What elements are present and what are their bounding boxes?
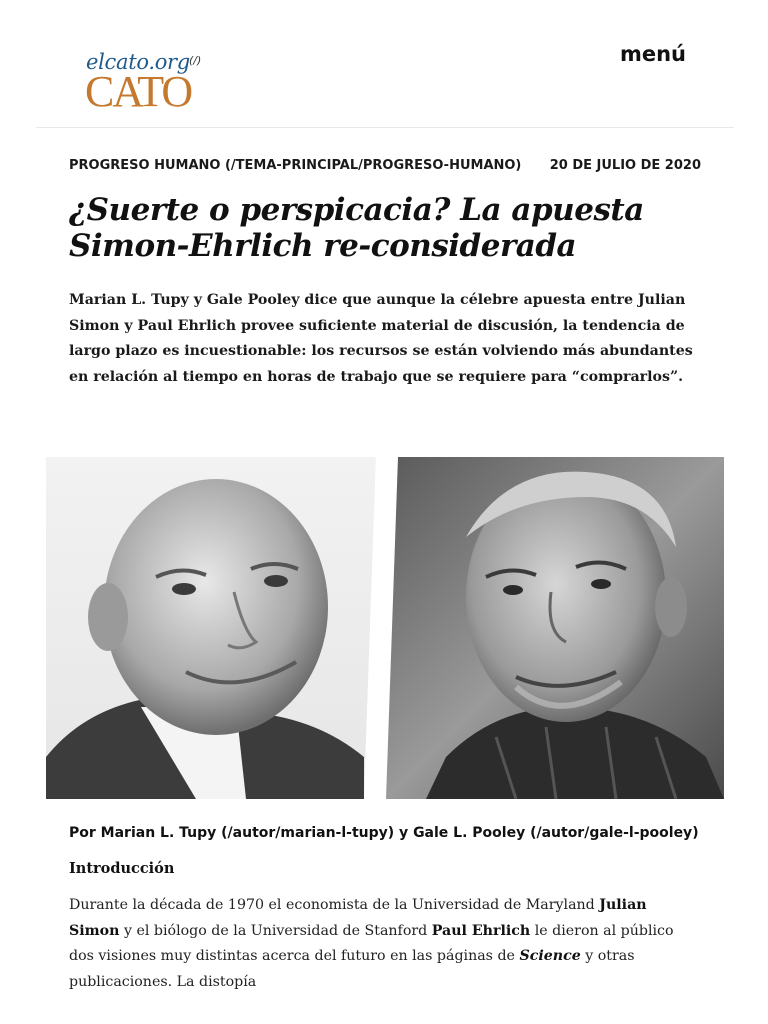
- site-logo-link[interactable]: [85, 50, 216, 116]
- body-strong-ehrlich: Paul Ehrlich: [431, 922, 531, 939]
- menu-button[interactable]: menú: [619, 42, 686, 66]
- logo-wordmark: CATO: [85, 67, 192, 116]
- article-lead: Marian L. Tupy y Gale Pooley dice que aunque la célebre apuesta entre Julian Simon y Paul Ehrlich provee suficiente material de discusión, la tendencia de largo plazo es incuestionable: los recursos se están volviendo más abundantes en relación al tiempo en horas de trabajo que se requiere para “comprarlos”.: [69, 292, 693, 385]
- author-link-tupy[interactable]: Marian L. Tupy (/autor/marian-l-tupy): [100, 825, 395, 841]
- article-meta: [69, 158, 701, 178]
- body-text-g: y otras publicaciones. La distopía: [69, 948, 635, 990]
- body-strong-simon: Julian Simon: [69, 897, 647, 939]
- article-body-paragraph: [69, 893, 701, 995]
- byline-prefix: Por: [69, 825, 101, 841]
- body-text-c: y el biólogo de la Universidad de Stanford: [119, 922, 432, 939]
- body-science-italic: Science: [519, 948, 581, 964]
- body-text-e: le dieron al público dos visiones muy distintas acerca del futuro en las páginas de: [69, 922, 674, 964]
- photo-paul-ehrlich-icon: [386, 457, 724, 799]
- section-heading: Introducción: [69, 860, 175, 877]
- author-link-pooley[interactable]: Gale L. Pooley (/autor/gale-l-pooley): [413, 825, 699, 841]
- article-photo: [46, 457, 724, 799]
- logo-domain-text: elcato.org: [86, 50, 190, 74]
- byline-joiner: y: [394, 825, 414, 841]
- site-header: [0, 0, 768, 128]
- photo-julian-simon-icon: [46, 457, 376, 799]
- logo-link-path: (/): [189, 54, 202, 67]
- article-byline: [69, 825, 709, 841]
- article-date: 20 DE JULIO DE 2020: [549, 158, 701, 173]
- photo-composite-icon: [46, 457, 724, 799]
- header-divider: [36, 127, 734, 128]
- article-title: ¿Suerte o perspicacia? La apuesta Simon-Ehrlich re-considerada: [69, 192, 644, 264]
- body-text-a: Durante la década de 1970 el economista de la Universidad de Maryland: [69, 897, 600, 913]
- topic-link[interactable]: PROGRESO HUMANO (/TEMA-PRINCIPAL/PROGRESO-HUMANO): [69, 158, 522, 173]
